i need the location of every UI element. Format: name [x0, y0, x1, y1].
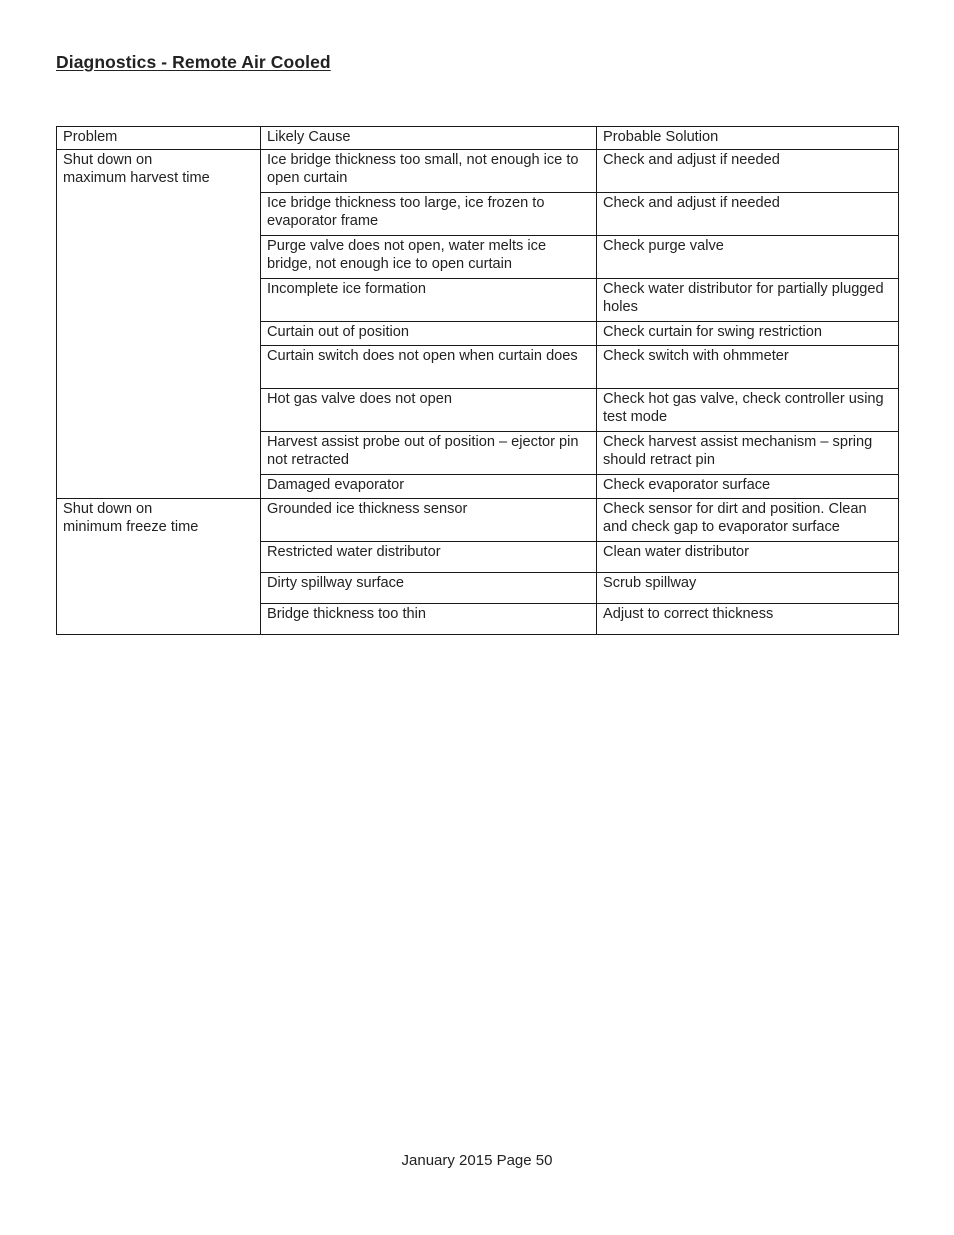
- problem-cell: Shut down on maximum harvest time: [57, 149, 261, 498]
- table-header-row: [57, 127, 899, 150]
- table-row: [57, 149, 899, 192]
- cause-cell: Purge valve does not open, water melts ice bridge, not enough ice to open curtain: [261, 235, 597, 278]
- cause-cell: Harvest assist probe out of position – ejector pin not retracted: [261, 431, 597, 474]
- header-problem: Problem: [57, 127, 261, 150]
- diagnostics-table: [56, 126, 899, 635]
- cause-cell: Grounded ice thickness sensor: [261, 498, 597, 541]
- solution-cell: Check harvest assist mechanism – spring should retract pin: [597, 431, 899, 474]
- cause-cell: Damaged evaporator: [261, 474, 597, 498]
- cause-cell: Incomplete ice formation: [261, 278, 597, 321]
- solution-cell: Adjust to correct thickness: [597, 603, 899, 634]
- table-row: [57, 498, 899, 541]
- solution-cell: Check water distributor for partially plugged holes: [597, 278, 899, 321]
- cause-cell: Hot gas valve does not open: [261, 388, 597, 431]
- cause-cell: Curtain out of position: [261, 321, 597, 345]
- header-probable-solution: Probable Solution: [597, 127, 899, 150]
- cause-cell: Bridge thickness too thin: [261, 603, 597, 634]
- solution-cell: Check evaporator surface: [597, 474, 899, 498]
- solution-cell: Check switch with ohmmeter: [597, 345, 899, 388]
- solution-cell: Check curtain for swing restriction: [597, 321, 899, 345]
- solution-cell: Check and adjust if needed: [597, 192, 899, 235]
- cause-cell: Restricted water distributor: [261, 541, 597, 572]
- solution-cell: Check sensor for dirt and position. Clean and check gap to evaporator surface: [597, 498, 899, 541]
- solution-cell: Check purge valve: [597, 235, 899, 278]
- solution-cell: Check hot gas valve, check controller using test mode: [597, 388, 899, 431]
- header-likely-cause: Likely Cause: [261, 127, 597, 150]
- cause-cell: Curtain switch does not open when curtain does: [261, 345, 597, 388]
- solution-cell: Scrub spillway: [597, 572, 899, 603]
- page-title: Diagnostics - Remote Air Cooled: [56, 52, 331, 72]
- problem-cell: Shut down on minimum freeze time: [57, 498, 261, 634]
- cause-cell: Ice bridge thickness too large, ice frozen to evaporator frame: [261, 192, 597, 235]
- cause-cell: Dirty spillway surface: [261, 572, 597, 603]
- solution-cell: Clean water distributor: [597, 541, 899, 572]
- solution-cell: Check and adjust if needed: [597, 149, 899, 192]
- page-footer: January 2015 Page 50: [401, 1152, 553, 1169]
- cause-cell: Ice bridge thickness too small, not enough ice to open curtain: [261, 149, 597, 192]
